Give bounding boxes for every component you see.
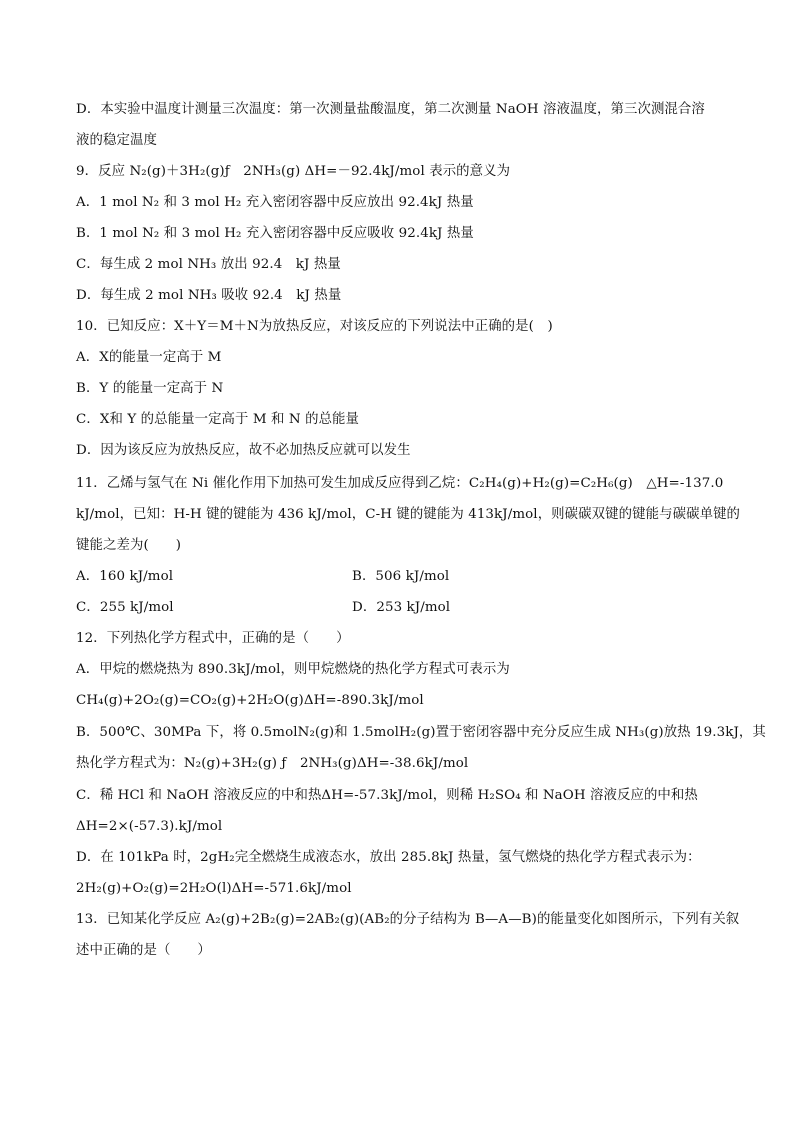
q12-option-b-line2: 热化学方程式为：N₂(g)+3H₂(g) ƒ 2NH₃(g)ΔH=-38.6kJ/mol	[76, 756, 469, 771]
q11-option-c: C．255 kJ/mol	[76, 600, 174, 615]
q9-option-d: D．每生成 2 mol NH₃ 吸收 92.4 kJ 热量	[76, 288, 342, 303]
q8-option-d-line2: 液的稳定温度	[76, 133, 157, 148]
q12-option-a-line1: A．甲烷的燃烧热为 890.3kJ/mol，则甲烷燃烧的热化学方程式可表示为	[76, 662, 510, 677]
q8-option-d-line1: D．本实验中温度计测量三次温度：第一次测量盐酸温度，第二次测量 NaOH 溶液温度，第三次测混合溶	[76, 102, 705, 117]
q13-stem-line2: 述中正确的是（ ）	[76, 943, 211, 958]
q11-stem-line2: kJ/mol，已知：H-H 键的键能为 436 kJ/mol，C-H 键的键能为 413kJ/mol，则碳碳双键的键能与碳碳单键的	[76, 507, 741, 522]
q12-option-b-line1: B．500℃、30MPa 下，将 0.5molN₂(g)和 1.5molH₂(g)置于密闭容器中充分反应生成 NH₃(g)放热 19.3kJ，其	[76, 725, 766, 740]
q11-stem-line1: 11．乙烯与氢气在 Ni 催化作用下加热可发生加成反应得到乙烷：C₂H₄(g)+H₂(g)=C₂H₆(g) △H=-137.0	[76, 476, 724, 491]
q10-option-a: A．X的能量一定高于 M	[76, 350, 222, 365]
q12-option-d-line2: 2H₂(g)+O₂(g)=2H₂O(l)ΔH=-571.6kJ/mol	[76, 881, 352, 896]
q10-option-d: D．因为该反应为放热反应，故不必加热反应就可以发生	[76, 443, 411, 458]
q12-option-c-line1: C．稀 HCl 和 NaOH 溶液反应的中和热ΔH=-57.3kJ/mol，则稀 H₂SO₄ 和 NaOH 溶液反应的中和热	[76, 788, 698, 803]
q12-option-a-line2: CH₄(g)+2O₂(g)=CO₂(g)+2H₂O(g)ΔH=-890.3kJ/mol	[76, 693, 424, 708]
q10-stem: 10．已知反应：X＋Y＝M＋N为放热反应，对该反应的下列说法中正确的是( )	[76, 319, 553, 334]
q11-option-b: B．506 kJ/mol	[352, 569, 450, 584]
q9-option-a: A．1 mol N₂ 和 3 mol H₂ 充入密闭容器中反应放出 92.4kJ 热量	[76, 195, 474, 210]
q11-option-a: A．160 kJ/mol	[76, 569, 174, 584]
q10-option-c: C．X和 Y 的总能量一定高于 M 和 N 的总能量	[76, 412, 360, 427]
q9-stem: 9．反应 N₂(g)＋3H₂(g)ƒ 2NH₃(g) ΔH=－92.4kJ/mol 表示的意义为	[76, 164, 511, 179]
q9-option-b: B．1 mol N₂ 和 3 mol H₂ 充入密闭容器中反应吸收 92.4kJ 热量	[76, 226, 474, 241]
q13-stem-line1: 13．已知某化学反应 A₂(g)+2B₂(g)=2AB₂(g)(AB₂的分子结构为 B—A—B)的能量变化如图所示，下列有关叙	[76, 912, 740, 927]
q9-option-c: C．每生成 2 mol NH₃ 放出 92.4 kJ 热量	[76, 257, 341, 272]
q12-stem: 12．下列热化学方程式中，正确的是（ ）	[76, 631, 350, 646]
q12-option-c-line2: ΔH=2×(-57.3).kJ/mol	[76, 819, 223, 834]
q10-option-b: B．Y 的能量一定高于 N	[76, 381, 224, 396]
q11-option-d: D．253 kJ/mol	[352, 600, 451, 615]
q12-option-d-line1: D．在 101kPa 时，2gH₂完全燃烧生成液态水，放出 285.8kJ 热量，氢气燃烧的热化学方程式表示为：	[76, 850, 701, 865]
q11-stem-line3: 键能之差为( )	[76, 538, 182, 553]
